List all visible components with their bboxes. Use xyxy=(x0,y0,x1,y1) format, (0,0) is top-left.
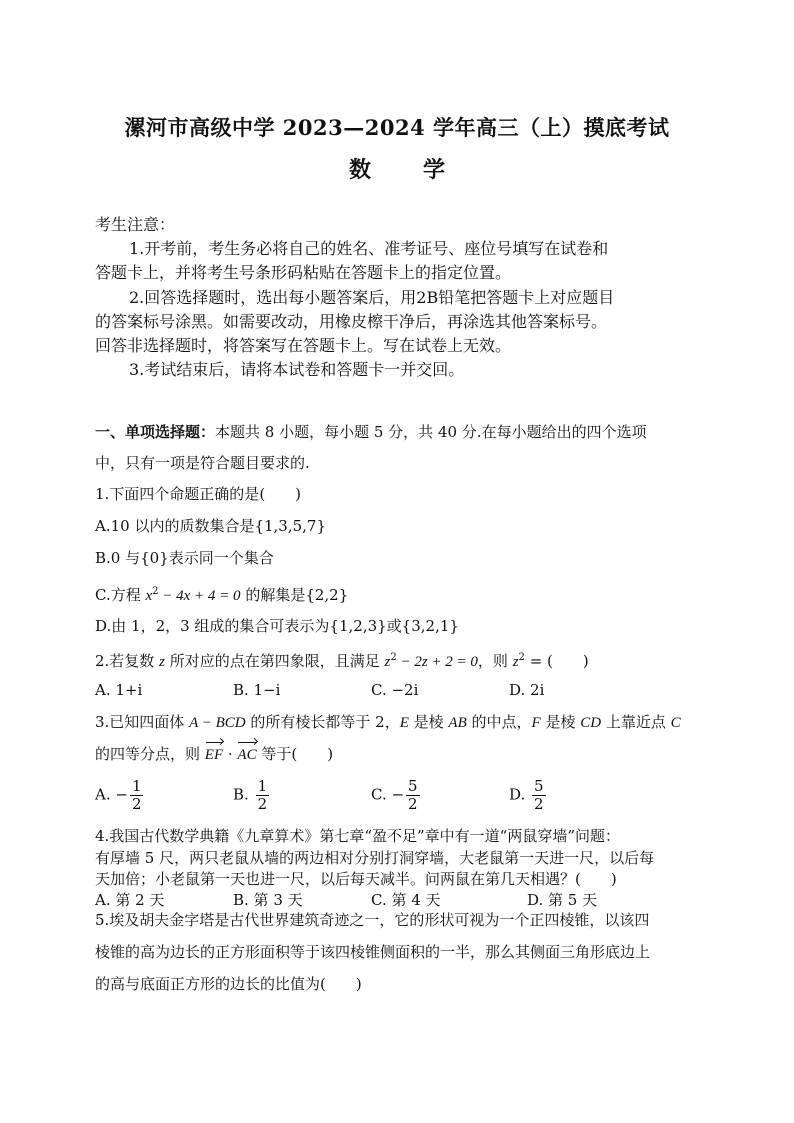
option-a: A. 第 2 天 xyxy=(95,891,165,909)
denominator: 2 xyxy=(534,795,544,813)
option-b: B.0 与{0}表示同一个集合 xyxy=(95,549,274,567)
option-d: D. 2i xyxy=(509,681,545,699)
fraction xyxy=(256,778,270,813)
question-stem-line1: 5.埃及胡夫金字塔是古代世界建筑奇迹之一，它的形状可视为一个正四棱锥，以该四 xyxy=(95,911,650,929)
option-c-suffix: 的解集是{2,2} xyxy=(240,586,349,604)
vector-ef: EF xyxy=(204,747,224,763)
exponent: 2 xyxy=(152,586,159,597)
option-a: A. 1+i xyxy=(95,681,143,699)
tetrahedron-label: A − BCD xyxy=(189,715,246,731)
option-b: B. 第 3 天 xyxy=(233,891,303,909)
denominator: 2 xyxy=(408,795,418,813)
var-z: z xyxy=(159,654,165,670)
section-1-desc: 本题共 8 小题，每小题 5 分，共 40 分.在每小题给出的四个选项 xyxy=(215,423,647,441)
notice-line: 答题卡上，并将考生号条形码粘贴在答题卡上的指定位置。 xyxy=(95,263,512,282)
dot-operator: · xyxy=(223,745,238,763)
option-b xyxy=(233,778,269,813)
section-1-desc-line2: 中，只有一项是符合题目要求的. xyxy=(95,454,310,472)
vector-ac: AC xyxy=(237,747,257,763)
point-f: F xyxy=(531,715,541,731)
point-e: E xyxy=(399,715,409,731)
option-label: B. xyxy=(233,785,254,804)
numerator: 5 xyxy=(534,777,544,795)
question-stem: 1.下面四个命题正确的是( ) xyxy=(95,485,302,503)
equation-rest: − 2z + 2 = 0 xyxy=(396,654,478,670)
equation-rest: − 4x + 4 = 0 xyxy=(158,588,241,604)
question-stem-line1 xyxy=(95,712,681,733)
question-stem-line3: 天加倍；小老鼠第一天也进一尺，以后每天减半。问两鼠在第几天相遇？( ) xyxy=(95,870,617,888)
notice-line: 的答案标号涂黑。如需要改动，用橡皮檫干净后，再涂选其他答案标号。 xyxy=(95,312,608,331)
section-1-label: 一、单项选择题： xyxy=(95,423,216,441)
exam-title: 漯河市高级中学 2023—2024 学年高三（上）摸底考试 xyxy=(124,115,670,140)
var-z: z xyxy=(512,654,519,670)
question-stem-line2: 有厚墙 5 尺，两只老鼠从墙的两边相对分别打洞穿墙，大老鼠第一天进一尺，以后每 xyxy=(95,849,655,867)
question-stem xyxy=(95,648,589,672)
fraction xyxy=(532,778,546,813)
denominator: 2 xyxy=(257,795,268,813)
stem-text: 上靠近点 xyxy=(601,713,671,731)
option-label: D. xyxy=(509,785,531,804)
option-a: A.10 以内的质数集合是{1,3,5,7} xyxy=(95,517,327,535)
option-d xyxy=(509,778,546,813)
subject-title: 数学 xyxy=(348,157,497,183)
section-1-desc-line1 xyxy=(95,422,647,442)
fraction xyxy=(406,778,420,813)
equation-z: z xyxy=(384,654,391,670)
question-stem-line1: 4.我国古代数学典籍《九章算术》第七章“盈不足”章中有一道“两鼠穿墙”问题： xyxy=(95,827,620,845)
option-a xyxy=(95,778,143,813)
stem-text: 等于( ) xyxy=(256,745,334,763)
exponent: 2 xyxy=(390,652,397,663)
notice-line: 2.回答选择题时，选出每小题答案后，用2B铅笔把答题卡上对应题目 xyxy=(129,288,615,307)
point-c: C xyxy=(670,715,681,731)
option-d: D.由 1，2，3 组成的集合可表示为{1,2,3}或{3,2,1} xyxy=(95,617,459,635)
option-c xyxy=(371,778,420,813)
stem-text: 的所有棱长都等于 2， xyxy=(245,713,400,731)
edge-ab: AB xyxy=(448,715,467,731)
denominator: 2 xyxy=(131,795,142,813)
edge-cd: CD xyxy=(580,715,602,731)
stem-text: 所对应的点在第四象限，且满足 xyxy=(164,652,385,670)
stem-text: ，则 xyxy=(477,652,513,670)
option-label: A. − xyxy=(95,785,128,804)
numerator: 1 xyxy=(257,777,268,795)
notice-line: 3.考试结束后，请将本试卷和答题卡一并交回。 xyxy=(129,360,465,379)
stem-text: 3.已知四面体 xyxy=(95,713,190,731)
question-stem-line2 xyxy=(95,744,333,765)
question-stem-line2: 棱锥的高为边长的正方形面积等于该四棱锥侧面积的一半，那么其侧面三角形底边上 xyxy=(95,943,651,961)
stem-text: = ( ) xyxy=(524,652,589,670)
equation-x: x xyxy=(145,588,153,604)
question-stem-line3: 的高与底面正方形的边长的比值为( ) xyxy=(95,975,362,993)
numerator: 1 xyxy=(131,777,142,795)
exponent: 2 xyxy=(518,652,525,663)
numerator: 5 xyxy=(408,777,418,795)
option-label: C. − xyxy=(371,785,405,804)
notice-line: 1.开考前，考生务必将自己的姓名、准考证号、座位号填写在试卷和 xyxy=(129,239,609,258)
stem-text: 2.若复数 xyxy=(95,652,160,670)
notice-line: 回答非选择题时，将答案写在答题卡上。写在试卷上无效。 xyxy=(95,336,512,355)
notice-heading: 考生注意： xyxy=(95,215,176,234)
option-c: C. 第 4 天 xyxy=(371,891,441,909)
option-c xyxy=(95,582,348,606)
stem-text: 的中点， xyxy=(466,713,532,731)
option-b: B. 1−i xyxy=(233,681,281,699)
fraction xyxy=(130,778,144,813)
option-c-prefix: C.方程 xyxy=(95,586,146,604)
stem-text: 是棱 xyxy=(408,713,449,731)
option-c: C. −2i xyxy=(371,681,419,699)
option-d: D. 第 5 天 xyxy=(527,891,598,909)
stem-text: 的四等分点，则 xyxy=(95,745,205,763)
stem-text: 是棱 xyxy=(540,713,581,731)
